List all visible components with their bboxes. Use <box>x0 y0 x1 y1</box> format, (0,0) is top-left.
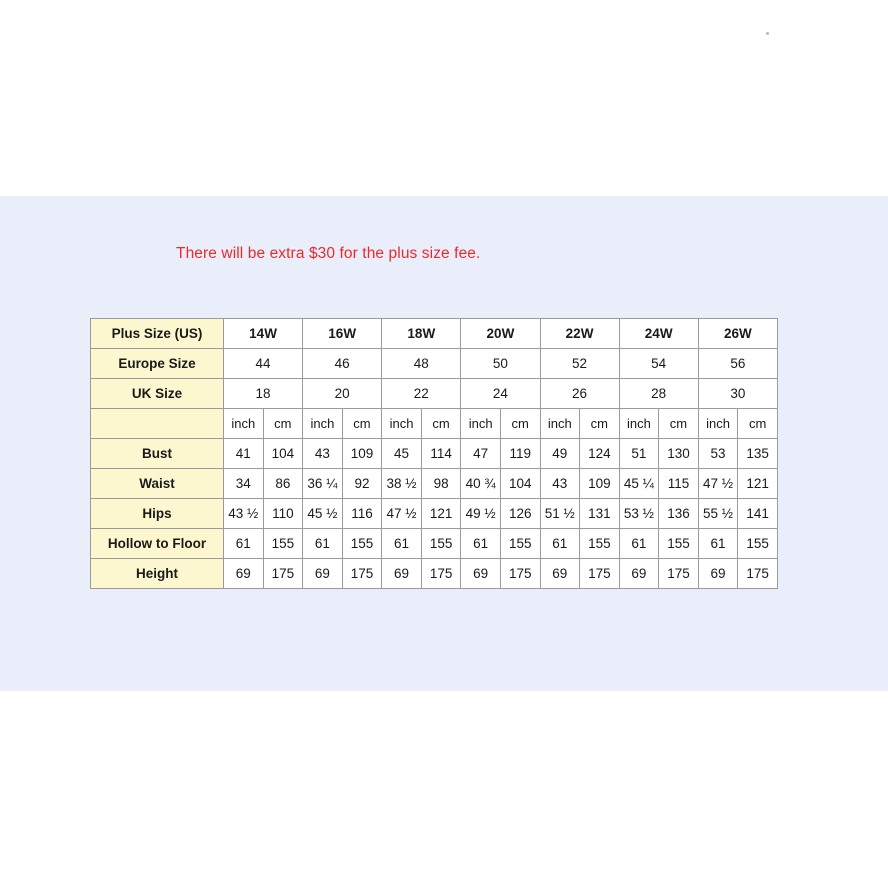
uk-size-5: 26 <box>540 379 619 409</box>
size-chart-table <box>90 318 778 589</box>
table-row-hips <box>91 499 778 529</box>
hips-inch-4: 49 ½ <box>461 499 501 529</box>
bust-inch-7: 53 <box>698 439 738 469</box>
row-label-hips: Hips <box>91 499 224 529</box>
height-inch-6: 69 <box>619 559 659 589</box>
europe-size-5: 52 <box>540 349 619 379</box>
waist-cm-6: 115 <box>659 469 699 499</box>
table-row-europe-size <box>91 349 778 379</box>
bust-inch-2: 43 <box>303 439 343 469</box>
unit-inch-4: inch <box>461 409 501 439</box>
table-row-plus-size <box>91 319 778 349</box>
height-cm-6: 175 <box>659 559 699 589</box>
hips-inch-7: 55 ½ <box>698 499 738 529</box>
hips-cm-2: 116 <box>342 499 382 529</box>
height-inch-5: 69 <box>540 559 580 589</box>
bust-inch-6: 51 <box>619 439 659 469</box>
height-cm-5: 175 <box>580 559 620 589</box>
unit-inch-6: inch <box>619 409 659 439</box>
plus-size-16w: 16W <box>303 319 382 349</box>
unit-cm-3: cm <box>421 409 461 439</box>
table-row-waist <box>91 469 778 499</box>
unit-cm-5: cm <box>580 409 620 439</box>
hollow-cm-5: 155 <box>580 529 620 559</box>
unit-inch-2: inch <box>303 409 343 439</box>
row-label-hollow-to-floor: Hollow to Floor <box>91 529 224 559</box>
waist-inch-3: 38 ½ <box>382 469 422 499</box>
hips-cm-4: 126 <box>500 499 540 529</box>
row-label-europe-size: Europe Size <box>91 349 224 379</box>
europe-size-3: 48 <box>382 349 461 379</box>
waist-cm-3: 98 <box>421 469 461 499</box>
height-inch-1: 69 <box>224 559 264 589</box>
waist-inch-1: 34 <box>224 469 264 499</box>
uk-size-3: 22 <box>382 379 461 409</box>
europe-size-6: 54 <box>619 349 698 379</box>
hollow-inch-4: 61 <box>461 529 501 559</box>
unit-inch-1: inch <box>224 409 264 439</box>
height-inch-7: 69 <box>698 559 738 589</box>
table-row-height <box>91 559 778 589</box>
unit-cm-1: cm <box>263 409 303 439</box>
hollow-cm-1: 155 <box>263 529 303 559</box>
uk-size-2: 20 <box>303 379 382 409</box>
bust-cm-6: 130 <box>659 439 699 469</box>
row-label-plus-size: Plus Size (US) <box>91 319 224 349</box>
uk-size-7: 30 <box>698 379 777 409</box>
hollow-inch-3: 61 <box>382 529 422 559</box>
waist-inch-5: 43 <box>540 469 580 499</box>
hollow-inch-1: 61 <box>224 529 264 559</box>
hollow-cm-4: 155 <box>500 529 540 559</box>
dust-speck <box>766 32 769 35</box>
bust-cm-3: 114 <box>421 439 461 469</box>
unit-cm-6: cm <box>659 409 699 439</box>
bust-cm-4: 119 <box>500 439 540 469</box>
height-inch-3: 69 <box>382 559 422 589</box>
hollow-inch-7: 61 <box>698 529 738 559</box>
height-cm-4: 175 <box>500 559 540 589</box>
bust-inch-3: 45 <box>382 439 422 469</box>
size-chart-container <box>90 318 778 589</box>
bust-inch-1: 41 <box>224 439 264 469</box>
uk-size-4: 24 <box>461 379 540 409</box>
hollow-inch-6: 61 <box>619 529 659 559</box>
hips-inch-2: 45 ½ <box>303 499 343 529</box>
height-cm-7: 175 <box>738 559 778 589</box>
bust-cm-7: 135 <box>738 439 778 469</box>
plus-size-24w: 24W <box>619 319 698 349</box>
waist-cm-2: 92 <box>342 469 382 499</box>
row-label-waist: Waist <box>91 469 224 499</box>
plus-size-fee-notice: There will be extra $30 for the plus size fee. <box>176 245 481 262</box>
europe-size-7: 56 <box>698 349 777 379</box>
unit-inch-3: inch <box>382 409 422 439</box>
height-inch-4: 69 <box>461 559 501 589</box>
height-cm-1: 175 <box>263 559 303 589</box>
plus-size-18w: 18W <box>382 319 461 349</box>
hips-inch-1: 43 ½ <box>224 499 264 529</box>
hips-cm-3: 121 <box>421 499 461 529</box>
waist-cm-1: 86 <box>263 469 303 499</box>
hollow-inch-5: 61 <box>540 529 580 559</box>
table-row-hollow-to-floor <box>91 529 778 559</box>
europe-size-2: 46 <box>303 349 382 379</box>
table-row-bust <box>91 439 778 469</box>
hips-cm-7: 141 <box>738 499 778 529</box>
unit-cm-4: cm <box>500 409 540 439</box>
plus-size-14w: 14W <box>224 319 303 349</box>
unit-inch-5: inch <box>540 409 580 439</box>
unit-inch-7: inch <box>698 409 738 439</box>
waist-inch-6: 45 ¼ <box>619 469 659 499</box>
table-row-units <box>91 409 778 439</box>
row-label-units-blank <box>91 409 224 439</box>
waist-cm-7: 121 <box>738 469 778 499</box>
hips-inch-5: 51 ½ <box>540 499 580 529</box>
waist-cm-5: 109 <box>580 469 620 499</box>
hips-cm-6: 136 <box>659 499 699 529</box>
unit-cm-7: cm <box>738 409 778 439</box>
uk-size-1: 18 <box>224 379 303 409</box>
bust-inch-5: 49 <box>540 439 580 469</box>
waist-inch-4: 40 ¾ <box>461 469 501 499</box>
hollow-cm-6: 155 <box>659 529 699 559</box>
plus-size-22w: 22W <box>540 319 619 349</box>
europe-size-1: 44 <box>224 349 303 379</box>
waist-inch-7: 47 ½ <box>698 469 738 499</box>
row-label-bust: Bust <box>91 439 224 469</box>
uk-size-6: 28 <box>619 379 698 409</box>
europe-size-4: 50 <box>461 349 540 379</box>
bust-inch-4: 47 <box>461 439 501 469</box>
row-label-uk-size: UK Size <box>91 379 224 409</box>
table-row-uk-size <box>91 379 778 409</box>
plus-size-26w: 26W <box>698 319 777 349</box>
hollow-inch-2: 61 <box>303 529 343 559</box>
hollow-cm-2: 155 <box>342 529 382 559</box>
unit-cm-2: cm <box>342 409 382 439</box>
waist-cm-4: 104 <box>500 469 540 499</box>
height-cm-3: 175 <box>421 559 461 589</box>
hollow-cm-3: 155 <box>421 529 461 559</box>
height-cm-2: 175 <box>342 559 382 589</box>
height-inch-2: 69 <box>303 559 343 589</box>
hips-cm-5: 131 <box>580 499 620 529</box>
waist-inch-2: 36 ¼ <box>303 469 343 499</box>
hips-inch-3: 47 ½ <box>382 499 422 529</box>
row-label-height: Height <box>91 559 224 589</box>
bust-cm-2: 109 <box>342 439 382 469</box>
plus-size-20w: 20W <box>461 319 540 349</box>
hollow-cm-7: 155 <box>738 529 778 559</box>
hips-inch-6: 53 ½ <box>619 499 659 529</box>
hips-cm-1: 110 <box>263 499 303 529</box>
bust-cm-1: 104 <box>263 439 303 469</box>
bust-cm-5: 124 <box>580 439 620 469</box>
